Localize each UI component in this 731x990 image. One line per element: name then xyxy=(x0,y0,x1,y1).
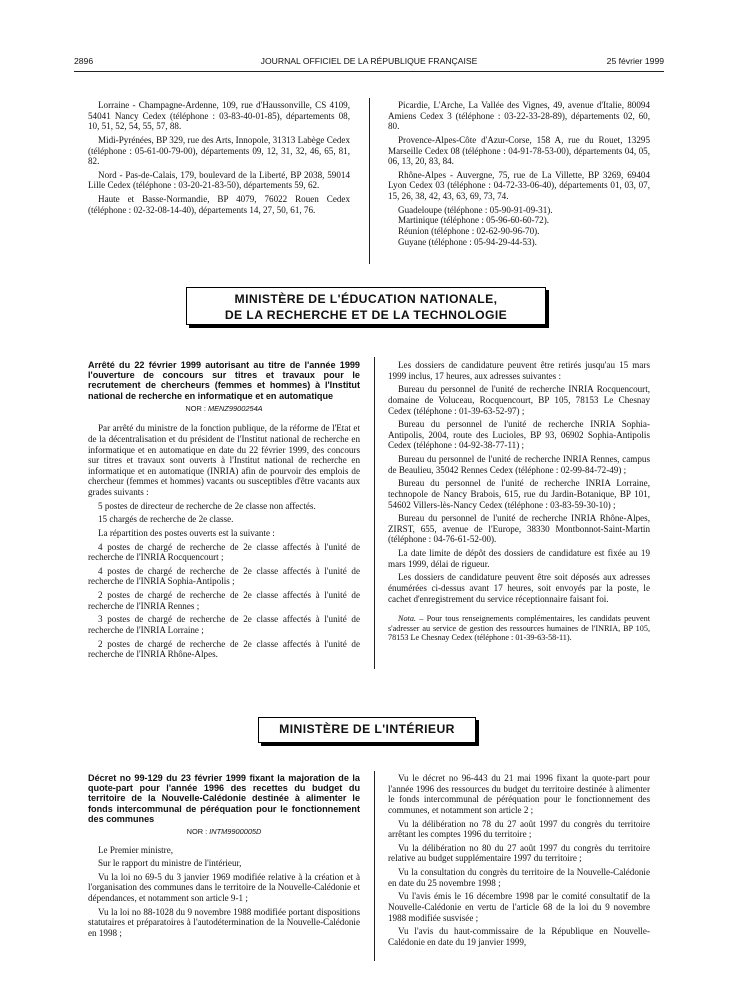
paragraph: La date limite de dépôt des dossiers de candidature est fixée au 19 mars 1999, délai de rigueur. xyxy=(388,548,650,569)
paragraph: La répartition des postes ouverts est la suivante : xyxy=(98,527,275,538)
address-entry: Nord - Pas-de-Calais, 179, boulevard de la Liberté, BP 2038, 59014 Lille Cedex (téléphone : 03-20-21-83-50), départements 59, 62. xyxy=(88,169,350,191)
ministry-heading-line: MINISTÈRE DE L'ÉDUCATION NATIONALE, xyxy=(234,292,498,306)
paragraph: Vu l'avis du haut-commissaire de la République en Nouvelle-Calédonie en date du 19 janvier 1999, xyxy=(388,926,650,947)
address-entry: Provence-Alpes-Côte d'Azur-Corse, 158 A, rue du Rouet, 13295 Marseille Cedex 08 (téléphone : 04-91-78-53-00), départements 04, 05, 06, 13, 20, 83, 84. xyxy=(388,134,650,167)
issue-date: 25 février 1999 xyxy=(606,56,664,66)
decret-nor xyxy=(88,828,360,837)
header-rule xyxy=(74,71,664,72)
arrete-right-column xyxy=(388,360,650,646)
decret-left-column xyxy=(88,773,360,942)
paragraph: Vu la loi no 69-5 du 3 janvier 1969 modifiée relative à la création et à l'organisation des communes dans le territoire de la Nouvelle-Calédonie et dépendances, et notamment son article 9-1 ; xyxy=(88,871,360,904)
column-divider xyxy=(374,357,375,669)
nor-label: NOR : xyxy=(186,826,208,836)
decret-title: Décret no 99-129 du 23 février 1999 fixant la majoration de la quote-part pour l'année 1996 des recettes du budget du territoire de la Nouvelle-Calédonie destinée à alimenter le fonds intercommunal de péréquation pour le fonctionnement des communes xyxy=(88,773,360,824)
ministry-heading-line: MINISTÈRE DE L'INTÉRIEUR xyxy=(279,722,455,736)
paragraph: 3 postes de chargé de recherche de 2e classe affectés à l'unité de recherche de l'INRIA Lorraine ; xyxy=(88,614,360,635)
arrete-title: Arrêté du 22 février 1999 autorisant au titre de l'année 1999 l'ouverture de concours sur titres et travaux pour le recrutement de chercheurs (femmes et hommes) à l'Institut national de recherche en informatique et en automatique xyxy=(88,360,360,401)
address-entry: Guyane (téléphone : 05-94-29-44-53). xyxy=(398,236,537,247)
paragraph: Bureau du personnel de l'unité de recherche INRIA Lorraine, technopole de Nancy Brabois, 615, rue du Jardin-Botanique, BP 101, 54602 Villers-lès-Nancy Cedex (téléphone : 03-83-59-30-10) ; xyxy=(388,478,650,510)
nor-code: INTM9900005D xyxy=(209,826,262,836)
address-entry: Haute et Basse-Normandie, BP 4079, 76022 Rouen Cedex (téléphone : 02-32-08-14-40), départements 14, 27, 50, 61, 76. xyxy=(88,194,350,215)
paragraph: 4 postes de chargé de recherche de 2e classe affectés à l'unité de recherche de l'INRIA Sophia-Antipolis ; xyxy=(88,565,360,587)
paragraph: Vu la loi no 88-1028 du 9 novembre 1988 modifiée portant dispositions statutaires et préparatoires à l'autodétermination de la Nouvelle-Calédonie en 1998 ; xyxy=(88,906,360,938)
journal-title: JOURNAL OFFICIEL DE LA RÉPUBLIQUE FRANÇAISE xyxy=(260,56,478,66)
page-header xyxy=(74,56,664,70)
paragraph: Vu la délibération no 78 du 27 août 1997 du congrès du territoire arrêtant les comptes 1996 du territoire ; xyxy=(388,818,650,840)
ministry-heading-education xyxy=(186,287,546,325)
paragraph: Vu le décret no 96-443 du 21 mai 1996 fixant la quote-part pour l'année 1996 des ressources du budget du territoire destinée à alimenter le fonds intercommunal de péréquation pour le fonctionnement des communes, et notamment son article 2 ; xyxy=(388,773,650,815)
address-entry: Picardie, L'Arche, La Vallée des Vignes, 49, avenue d'Italie, 80094 Amiens Cedex 3 (téléphone : 03-22-33-28-89), départements 02, 60, 80. xyxy=(388,100,650,132)
paragraph: Bureau du personnel de l'unité de recherche INRIA Rennes, campus de Beaulieu, 35042 Rennes Cedex (téléphone : 02-99-84-72-49) ; xyxy=(388,454,650,475)
note-text: Pour tous renseignements complémentaires, les candidats peuvent s'adresser au service de gestion des ressources humaines de l'INRIA, BP 105, 78153 Le Chesnay Cedex (téléphone : 01-39-63-58-11). xyxy=(388,614,650,643)
address-entry: Midi-Pyrénées, BP 329, rue des Arts, Innopole, 31313 Labège Cedex (téléphone : 05-61-00-79-00), départements 09, 12, 31, 32, 46, 65, 81, 82. xyxy=(88,134,350,167)
paragraph: Bureau du personnel de l'unité de recherche INRIA Sophia-Antipolis, 2004, route des Lucioles, BP 93, 06902 Sophia-Antipolis Cedex (téléphone : 04-92-38-77-11) ; xyxy=(388,419,650,451)
arrete-left-column xyxy=(88,360,360,663)
address-entry: Guadeloupe (téléphone : 05-90-91-09-31). xyxy=(398,204,553,215)
paragraph: Vu l'avis émis le 16 décembre 1998 par le comité consultatif de la Nouvelle-Calédonie en vertu de l'article 68 de la loi du 9 novembre 1988 modifiée susvisée ; xyxy=(388,891,650,923)
paragraph: Par arrêté du ministre de la fonction publique, de la réforme de l'Etat et de la décentralisation et du président de l'Institut national de recherche en informatique et en automatique en date du 22 février 1999, des concours sur titres et travaux sont ouverts à l'Institut national de recherche en informatique et en automatique (INRIA) afin de pourvoir des emplois de chercheur (femmes et hommes) vacants ou susceptibles d'être vacants aux grades suivants : xyxy=(88,423,360,498)
column-divider xyxy=(374,771,375,961)
paragraph: Les dossiers de candidature peuvent être retirés jusqu'au 15 mars 1999 inclus, 17 heures, aux adresses suivantes : xyxy=(388,360,650,381)
paragraph: 4 postes de chargé de recherche de 2e classe affectés à l'unité de recherche de l'INRIA Rocquencourt ; xyxy=(88,541,360,563)
paragraph: 15 chargés de recherche de 2e classe. xyxy=(98,514,234,525)
paragraph: 2 postes de chargé de recherche de 2e classe affectés à l'unité de recherche de l'INRIA Rennes ; xyxy=(88,590,360,611)
top-left-column xyxy=(88,100,350,218)
column-divider xyxy=(369,98,370,264)
address-entry: Lorraine - Champagne-Ardenne, 109, rue d'Haussonville, CS 4109, 54041 Nancy Cedex (téléphone : 03-83-40-01-85), départements 08, 10, 51, 52, 54, 55, 57, 88. xyxy=(88,100,350,132)
address-entry: Martinique (téléphone : 05-96-60-60-72). xyxy=(398,215,550,226)
top-right-column xyxy=(388,100,650,247)
paragraph: 5 postes de directeur de recherche de 2e classe non affectés. xyxy=(98,500,316,511)
nor-label: NOR : xyxy=(185,403,206,413)
paragraph: Bureau du personnel de l'unité de recherche INRIA Rocquencourt, domaine de Voluceau, Rocquencourt, BP 105, 78153 Le Chesnay Cedex (téléphone : 01-39-63-52-97) ; xyxy=(388,384,650,416)
ministry-heading-line: DE LA RECHERCHE ET DE LA TECHNOLOGIE xyxy=(224,308,508,322)
paragraph: Le Premier ministre, xyxy=(98,844,174,855)
address-entry: Réunion (téléphone : 02-62-90-96-70). xyxy=(398,225,540,236)
paragraph: 2 postes de chargé de recherche de 2e classe affectés à l'unité de recherche de l'INRIA Rhône-Alpes. xyxy=(88,638,360,660)
paragraph: Les dossiers de candidature peuvent être soit déposés aux adresses énumérées ci-dessus avant 17 heures, soit envoyés par la poste, le cachet d'enregistrement du service réceptionnaire faisant foi. xyxy=(388,572,650,604)
paragraph: Vu la délibération no 80 du 27 août 1997 du congrès du territoire relative au budget supplémentaire 1997 du territoire ; xyxy=(388,842,650,864)
paragraph: Sur le rapport du ministre de l'intérieur, xyxy=(98,858,242,869)
ministry-heading-interior xyxy=(258,717,476,743)
arrete-note xyxy=(388,614,650,643)
nor-code: MENZ9900254A xyxy=(207,403,263,413)
decret-right-column xyxy=(388,773,650,950)
note-label: Nota. – xyxy=(398,614,424,624)
paragraph: Bureau du personnel de l'unité de recherche INRIA Rhône-Alpes, ZIRST, 655, avenue de l'Europe, 38330 Montbonnot-Saint-Martin (téléphone : 04-76-61-52-00). xyxy=(388,513,650,545)
paragraph: Vu la consultation du congrès du territoire de la Nouvelle-Calédonie en date du 25 novembre 1998 ; xyxy=(388,867,650,888)
page-number: 2896 xyxy=(74,56,94,66)
arrete-nor xyxy=(88,405,360,414)
address-entry: Rhône-Alpes - Auvergne, 75, rue de La Villette, BP 3269, 69404 Lyon Cedex 03 (téléphone : 04-72-33-06-40), départements 01, 03, 07, 15, 26, 38, 42, 43, 63, 69, 73, 74. xyxy=(388,169,650,201)
